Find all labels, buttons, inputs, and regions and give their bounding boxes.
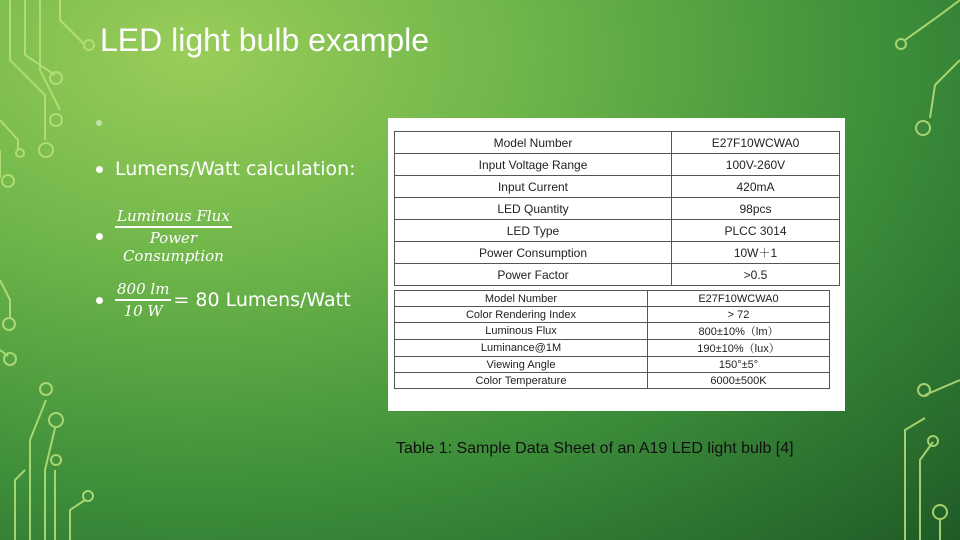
table-key: Viewing Angle: [395, 357, 648, 373]
fraction-bar: [115, 299, 171, 301]
example-result: = 80 Lumens/Watt: [173, 289, 351, 311]
bullet-dot: [96, 166, 103, 173]
table-value: 420mA: [672, 176, 840, 198]
table-value: E27F10WCWA0: [648, 291, 830, 307]
bullet-dot: [96, 233, 103, 240]
table-row: [395, 307, 830, 323]
formula-fraction: [115, 207, 232, 265]
table-value: 800±10%（lm）: [648, 323, 830, 340]
table-key: Power Consumption: [395, 242, 672, 264]
table-row: [395, 176, 840, 198]
table-key: LED Quantity: [395, 198, 672, 220]
bullet-formula: [96, 207, 232, 265]
table-row: [395, 220, 840, 242]
table-value: >0.5: [672, 264, 840, 286]
table-row: [395, 264, 840, 286]
table-row: [395, 154, 840, 176]
bullet-example: [96, 280, 351, 320]
table-key: Input Voltage Range: [395, 154, 672, 176]
table-value: 10W＋1: [672, 242, 840, 264]
table-key: Luminance@1M: [395, 340, 648, 357]
table-key: Model Number: [395, 291, 648, 307]
table-value: 100V-260V: [672, 154, 840, 176]
table-value: 150°±5°: [648, 357, 830, 373]
slide-title: LED light bulb example: [100, 22, 430, 58]
calc-label: Lumens/Watt calculation:: [115, 158, 356, 180]
data-sheet-image: [388, 118, 845, 411]
table-row: [395, 373, 830, 389]
example-denominator: 10 W: [123, 302, 163, 320]
table-row: [395, 323, 830, 340]
table-value: 98pcs: [672, 198, 840, 220]
example-fraction: [115, 280, 171, 320]
table-row: [395, 242, 840, 264]
table-key: LED Type: [395, 220, 672, 242]
table-row: [395, 340, 830, 357]
formula-numerator: Luminous Flux: [117, 207, 230, 225]
table-key: Color Temperature: [395, 373, 648, 389]
table-value: 190±10%（lux）: [648, 340, 830, 357]
table-key: Power Factor: [395, 264, 672, 286]
table-row: [395, 198, 840, 220]
table-key: Luminous Flux: [395, 323, 648, 340]
table-value: E27F10WCWA0: [672, 132, 840, 154]
formula-denominator-line2: Consumption: [122, 247, 224, 265]
spec-table-optical: [394, 290, 830, 389]
empty-bullet-dot: [96, 120, 102, 126]
formula-denominator-line1: Power: [149, 229, 198, 247]
table-caption: Table 1: Sample Data Sheet of an A19 LED light bulb [4]: [396, 440, 794, 457]
table-key: Model Number: [395, 132, 672, 154]
table-key: Color Rendering Index: [395, 307, 648, 323]
fraction-bar: [115, 226, 232, 228]
bullet-lumens-per-watt: [96, 158, 356, 180]
table-key: Input Current: [395, 176, 672, 198]
bullet-dot: [96, 297, 103, 304]
table-row: [395, 357, 830, 373]
table-value: > 72: [648, 307, 830, 323]
spec-table-electrical: [394, 131, 840, 286]
example-numerator: 800 lm: [117, 280, 170, 298]
table-value: 6000±500K: [648, 373, 830, 389]
table-row: [395, 291, 830, 307]
table-row: [395, 132, 840, 154]
table-value: PLCC 3014: [672, 220, 840, 242]
